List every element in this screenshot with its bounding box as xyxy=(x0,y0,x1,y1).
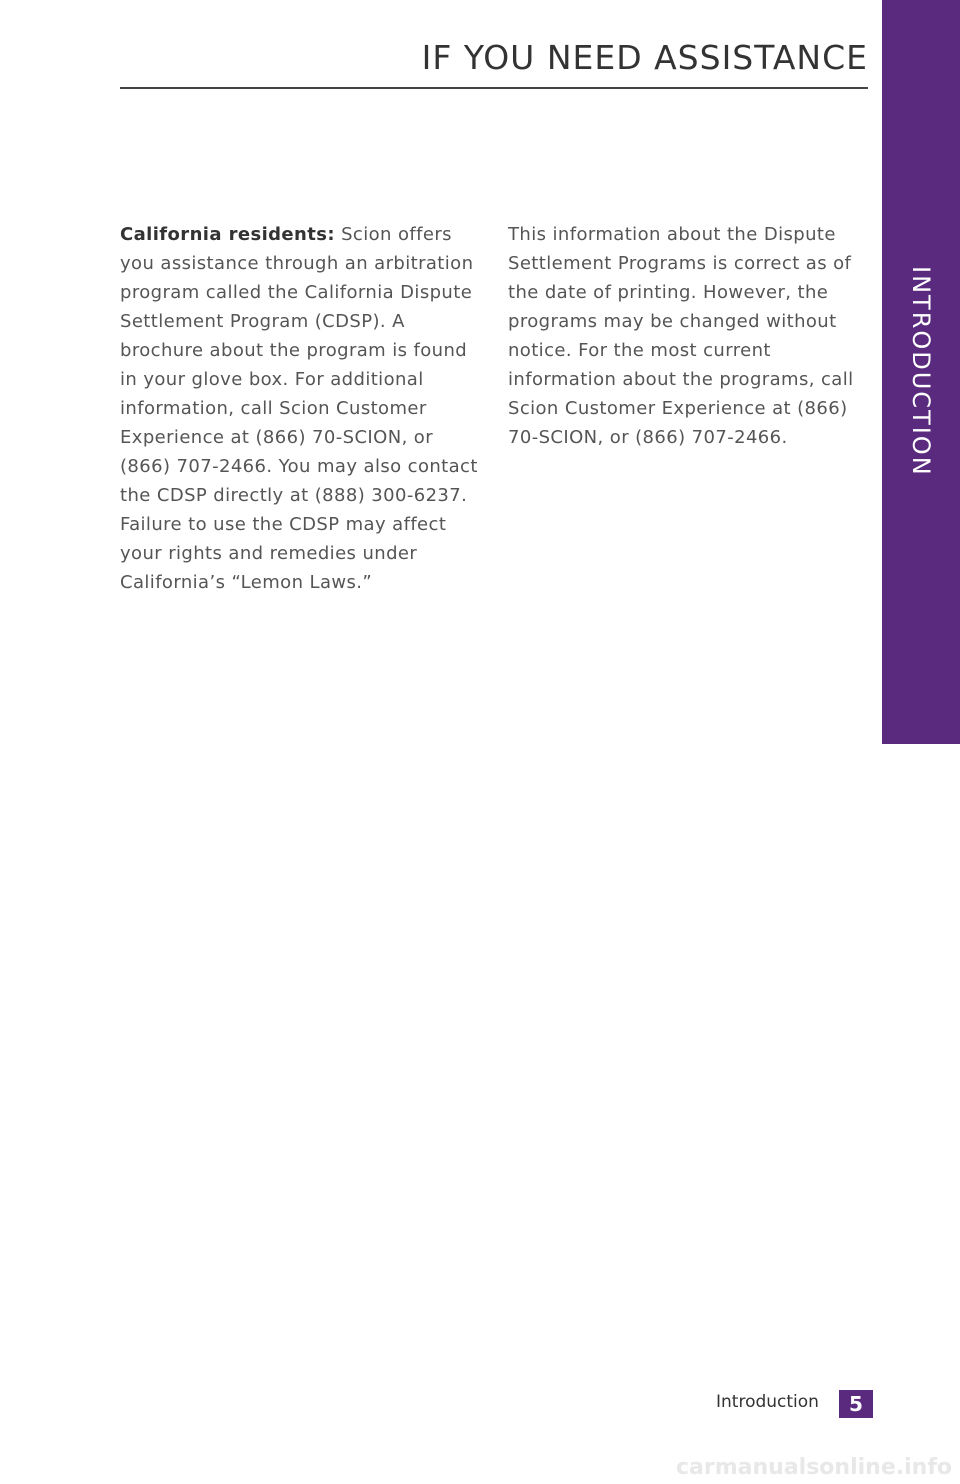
page-title: IF YOU NEED ASSISTANCE xyxy=(421,38,868,77)
title-divider xyxy=(120,87,868,89)
dispute-program-info-paragraph: This information about the Dispute Settlement Programs is correct as of the date of printing. However, the programs may be changed without notice. For the most current information about the programs, call Scion Customer Experience at (866) 70-SCION, or (866) 707-2466. xyxy=(508,224,854,448)
footer-section-label: Introduction xyxy=(716,1392,819,1412)
california-residents-text: Scion offers you assistance through an arbitration program called the California Dispute Settlement Program (CDSP). A brochure about the program is found in your glove box. For additional information, call Scion Customer Experience at (866) 70-SCION, or (866) 707-2466. You may also contact the CDSP directly at (888) 300-6237. Failure to use the CDSP may affect your rights and remedies under California’s “Lemon Laws.” xyxy=(120,224,478,593)
section-side-tab-label: INTRODUCTION xyxy=(907,265,935,477)
page-number-badge: 5 xyxy=(839,1390,873,1418)
california-residents-lead: California residents: xyxy=(120,224,335,245)
section-side-tab xyxy=(882,0,960,744)
watermark: carmanualsonline.info xyxy=(676,1455,952,1480)
california-residents-paragraph xyxy=(120,220,485,597)
